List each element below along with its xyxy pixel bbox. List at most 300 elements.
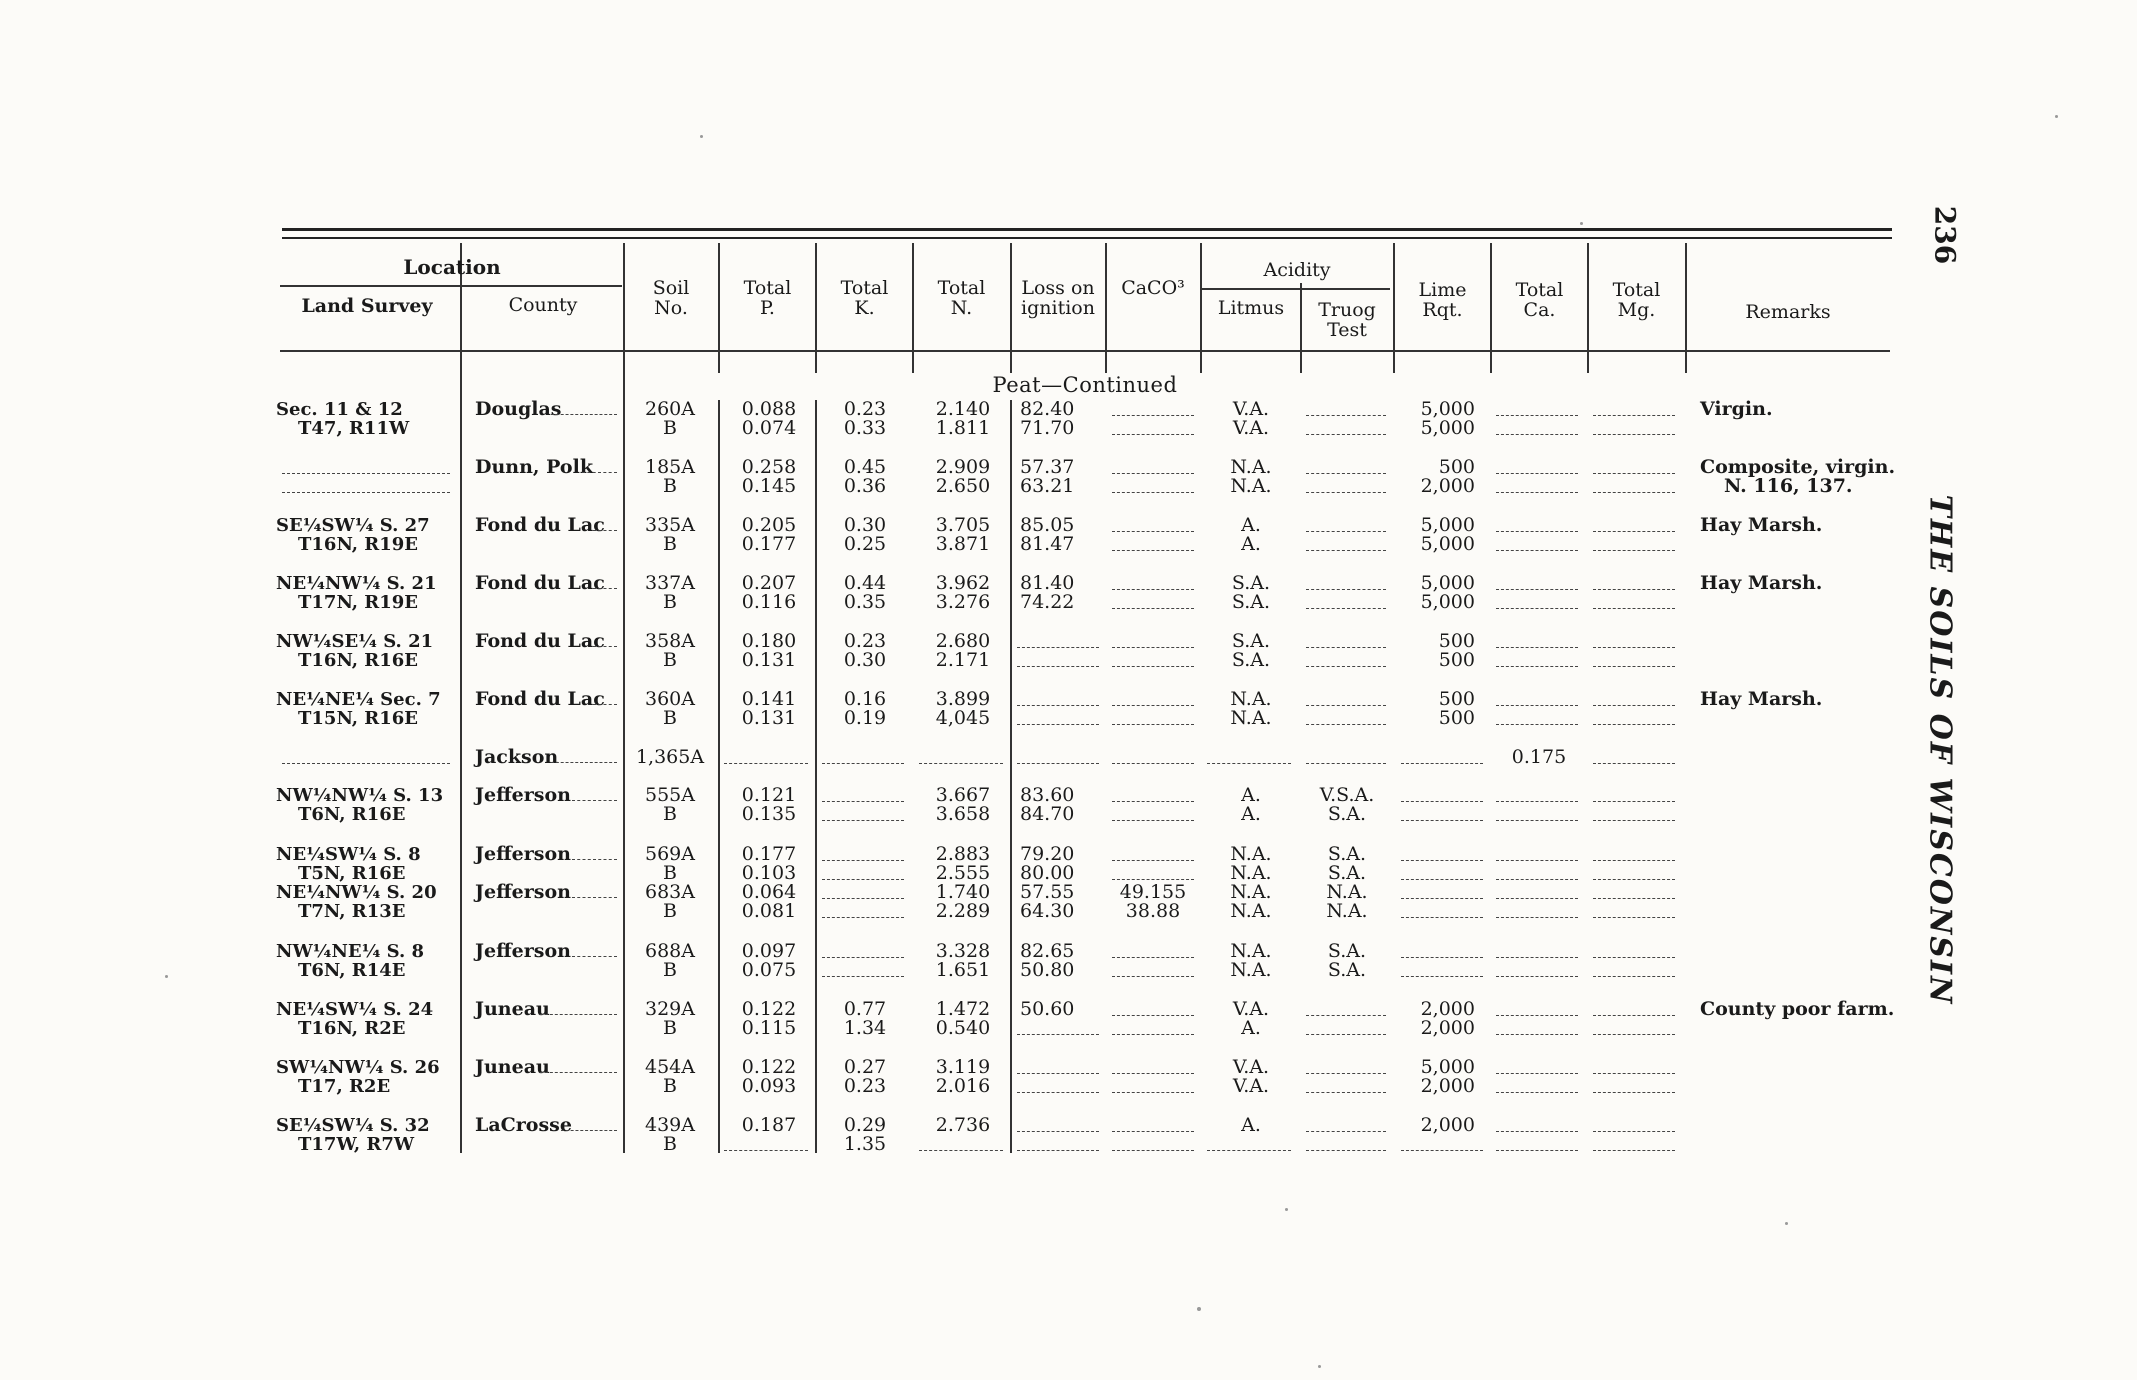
leader-dashes	[572, 800, 618, 801]
empty-cell-dashes	[1496, 1015, 1578, 1016]
empty-cell-dashes	[1401, 976, 1483, 977]
table-cell-n: 1.811	[935, 417, 991, 439]
empty-cell-dashes	[1306, 647, 1386, 648]
empty-cell-dashes	[1593, 763, 1675, 764]
empty-cell-dashes	[1496, 917, 1578, 918]
table-cell-p: 0.131	[741, 707, 797, 729]
table-cell-survey: T17W, R7W	[298, 1134, 415, 1155]
empty-cell-dashes	[1112, 434, 1194, 435]
table-cell-p: 0.207	[741, 572, 797, 594]
table-cell-p: 0.122	[741, 998, 797, 1020]
header-total-ca	[1492, 280, 1587, 320]
table-cell-litmus: A.	[1241, 1114, 1261, 1136]
leader-dashes	[561, 1130, 617, 1131]
empty-cell-dashes	[1017, 724, 1099, 725]
table-cell-n: 2.555	[935, 862, 991, 884]
table-cell-n: 1.651	[935, 959, 991, 981]
table-cell-k: 0.33	[843, 417, 887, 439]
table-cell-litmus: N.A.	[1230, 707, 1272, 729]
table-cell-litmus: N.A.	[1230, 475, 1272, 497]
table-cell-p: 0.187	[741, 1114, 797, 1136]
table-cell-survey: SE¼SW¼ S. 27	[276, 515, 430, 536]
column-divider	[460, 243, 462, 1153]
empty-cell-dashes	[1017, 763, 1099, 764]
table-cell-k: 0.25	[843, 533, 887, 555]
table-cell-county: Fond du Lac	[475, 514, 605, 536]
table-cell-survey: NE¼NE¼ Sec. 7	[276, 689, 441, 710]
table-cell-survey: NW¼NE¼ S. 8	[276, 941, 425, 962]
empty-cell-dashes	[282, 473, 450, 474]
table-cell-litmus: V.A.	[1232, 398, 1270, 420]
empty-cell-dashes	[1593, 1073, 1675, 1074]
leader-dashes	[551, 414, 618, 415]
scan-speck	[2055, 115, 2058, 118]
empty-cell-dashes	[1593, 898, 1675, 899]
header-soil-no	[626, 278, 716, 318]
table-cell-loss: 71.70	[1020, 417, 1075, 439]
table-cell-survey: T47, R11W	[298, 418, 410, 439]
header-caco3: CaCO³	[1121, 277, 1185, 299]
header-total-p	[720, 278, 815, 318]
table-cell-remarks: Hay Marsh.	[1700, 688, 1823, 710]
table-cell-litmus: N.A.	[1230, 881, 1272, 903]
empty-cell-dashes	[822, 879, 904, 880]
empty-cell-dashes	[1401, 917, 1483, 918]
leader-dashes	[572, 859, 618, 860]
empty-cell-dashes	[1401, 1150, 1483, 1151]
header-rule	[1200, 288, 1390, 290]
table-cell-county: Jackson	[475, 746, 559, 768]
empty-cell-dashes	[1593, 1015, 1675, 1016]
empty-cell-dashes	[1112, 860, 1194, 861]
table-cell-county: Juneau	[475, 1056, 550, 1078]
column-divider	[718, 400, 720, 1153]
table-cell-p: 0.093	[741, 1075, 797, 1097]
empty-cell-dashes	[1593, 957, 1675, 958]
table-cell-soil: 555A	[645, 784, 695, 806]
header-lime-text: Lime Rqt.	[1418, 279, 1467, 321]
header-total-mg	[1589, 280, 1684, 320]
table-cell-soil: 1,365A	[635, 746, 705, 768]
table-cell-survey: NW¼NW¼ S. 13	[276, 785, 444, 806]
table-cell-remarks: Composite, virgin.	[1700, 456, 1896, 478]
table-cell-litmus: V.A.	[1232, 1075, 1270, 1097]
empty-cell-dashes	[1306, 1131, 1386, 1132]
empty-cell-dashes	[1207, 763, 1291, 764]
table-cell-lime: 2,000	[1420, 475, 1475, 497]
table-cell-soil: B	[663, 533, 677, 555]
empty-cell-dashes	[1306, 415, 1386, 416]
table-cell-soil: 439A	[645, 1114, 695, 1136]
table-cell-litmus: S.A.	[1231, 630, 1271, 652]
table-cell-loss: 82.40	[1020, 398, 1075, 420]
table-cell-truog: S.A.	[1327, 959, 1367, 981]
empty-cell-dashes	[1593, 1131, 1675, 1132]
header-acidity: Acidity	[1263, 259, 1331, 281]
empty-cell-dashes	[1593, 976, 1675, 977]
empty-cell-dashes	[282, 763, 450, 764]
table-cell-n: 2.016	[935, 1075, 991, 1097]
table-cell-remarks: Hay Marsh.	[1700, 514, 1823, 536]
table-cell-remarks: Hay Marsh.	[1700, 572, 1823, 594]
table-cell-litmus: N.A.	[1230, 688, 1272, 710]
header-truog-text: Truog Test	[1318, 299, 1376, 341]
running-title-text: THE SOILS OF WISCONSIN	[1922, 494, 1958, 1006]
table-cell-litmus: A.	[1241, 1017, 1261, 1039]
table-cell-p: 0.258	[741, 456, 797, 478]
table-cell-p: 0.122	[741, 1056, 797, 1078]
table-cell-loss: 82.65	[1020, 940, 1075, 962]
empty-cell-dashes	[1496, 492, 1578, 493]
empty-cell-dashes	[1306, 531, 1386, 532]
table-cell-soil: B	[663, 900, 677, 922]
empty-cell-dashes	[1017, 705, 1099, 706]
header-total-n	[914, 278, 1009, 318]
table-cell-litmus: A.	[1241, 803, 1261, 825]
table-cell-lime: 500	[1438, 456, 1475, 478]
table-cell-loss: 81.47	[1020, 533, 1075, 555]
table-cell-loss: 74.22	[1020, 591, 1075, 613]
empty-cell-dashes	[1306, 434, 1386, 435]
table-cell-soil: B	[663, 803, 677, 825]
column-divider	[815, 400, 817, 1153]
table-cell-soil: 185A	[645, 456, 695, 478]
table-cell-k: 0.45	[843, 456, 887, 478]
leader-dashes	[540, 1072, 617, 1073]
table-cell-lime: 5,000	[1420, 591, 1475, 613]
table-cell-truog: N.A.	[1326, 881, 1368, 903]
empty-cell-dashes	[1496, 1131, 1578, 1132]
empty-cell-dashes	[1593, 589, 1675, 590]
table-cell-soil: 683A	[645, 881, 695, 903]
empty-cell-dashes	[1496, 724, 1578, 725]
scan-speck	[1197, 1307, 1201, 1311]
table-cell-survey: Sec. 11 & 12	[276, 399, 403, 420]
empty-cell-dashes	[1496, 473, 1578, 474]
table-cell-n: 3.899	[935, 688, 991, 710]
table-cell-n: 2.736	[935, 1114, 991, 1136]
empty-cell-dashes	[1017, 1131, 1099, 1132]
table-cell-loss: 85.05	[1020, 514, 1075, 536]
empty-cell-dashes	[1496, 531, 1578, 532]
page-number-text: 236	[1928, 205, 1962, 265]
table-cell-remarks: County poor farm.	[1700, 998, 1895, 1020]
table-cell-soil: 337A	[645, 572, 695, 594]
empty-cell-dashes	[1496, 1034, 1578, 1035]
scan-speck	[1318, 1365, 1321, 1368]
table-cell-n: 2.909	[935, 456, 991, 478]
table-cell-survey: SW¼NW¼ S. 26	[276, 1057, 440, 1078]
column-divider	[1010, 400, 1012, 1153]
empty-cell-dashes	[1112, 724, 1194, 725]
empty-cell-dashes	[1401, 763, 1483, 764]
empty-cell-dashes	[1112, 666, 1194, 667]
empty-cell-dashes	[1306, 666, 1386, 667]
top-rule-thin	[282, 237, 1892, 239]
empty-cell-dashes	[1496, 434, 1578, 435]
table-cell-lime: 500	[1438, 649, 1475, 671]
leader-dashes	[540, 1014, 617, 1015]
leader-dashes	[582, 472, 617, 473]
empty-cell-dashes	[1306, 608, 1386, 609]
page-number	[1925, 205, 1965, 265]
table-cell-soil: 569A	[645, 843, 695, 865]
empty-cell-dashes	[1593, 879, 1675, 880]
table-cell-k: 0.16	[843, 688, 887, 710]
empty-cell-dashes	[1112, 1150, 1194, 1151]
empty-cell-dashes	[1306, 763, 1386, 764]
running-title	[1920, 470, 1960, 1030]
table-cell-county: Fond du Lac	[475, 630, 605, 652]
empty-cell-dashes	[1112, 589, 1194, 590]
table-cell-litmus: N.A.	[1230, 900, 1272, 922]
table-cell-survey: T7N, R13E	[298, 901, 406, 922]
empty-cell-dashes	[1593, 434, 1675, 435]
table-cell-survey: NE¼NW¼ S. 20	[276, 882, 437, 903]
header-loss-text: Loss on ignition	[1021, 277, 1095, 319]
table-cell-county: Fond du Lac	[475, 572, 605, 594]
table-cell-litmus: N.A.	[1230, 862, 1272, 884]
table-cell-k: 0.44	[843, 572, 887, 594]
empty-cell-dashes	[1593, 724, 1675, 725]
table-cell-loss: 57.37	[1020, 456, 1075, 478]
table-cell-soil: B	[663, 707, 677, 729]
table-cell-n: 3.962	[935, 572, 991, 594]
header-total-p-text: Total P.	[743, 277, 792, 319]
table-cell-p: 0.177	[741, 843, 797, 865]
table-cell-survey: NW¼SE¼ S. 21	[276, 631, 434, 652]
table-cell-lime: 2,000	[1420, 1017, 1475, 1039]
table-cell-truog: S.A.	[1327, 862, 1367, 884]
empty-cell-dashes	[1496, 550, 1578, 551]
empty-cell-dashes	[1112, 492, 1194, 493]
empty-cell-dashes	[1306, 589, 1386, 590]
header-soil-no-text: Soil No.	[652, 277, 690, 319]
table-cell-litmus: S.A.	[1231, 649, 1271, 671]
header-loss-on-ignition	[1012, 278, 1104, 318]
empty-cell-dashes	[1593, 1150, 1675, 1151]
table-cell-survey: T5N, R16E	[298, 863, 406, 884]
empty-cell-dashes	[1017, 1150, 1099, 1151]
table-cell-survey: NE¼SW¼ S. 24	[276, 999, 434, 1020]
header-rule	[280, 285, 622, 287]
table-cell-k: 0.27	[843, 1056, 887, 1078]
empty-cell-dashes	[1593, 492, 1675, 493]
table-cell-litmus: N.A.	[1230, 959, 1272, 981]
table-cell-county: Jefferson	[475, 940, 571, 962]
table-cell-soil: 358A	[645, 630, 695, 652]
empty-cell-dashes	[1306, 1034, 1386, 1035]
table-cell-lime: 500	[1438, 688, 1475, 710]
empty-cell-dashes	[1593, 917, 1675, 918]
empty-cell-dashes	[1496, 957, 1578, 958]
header-location: Location	[403, 255, 501, 279]
empty-cell-dashes	[1496, 1073, 1578, 1074]
empty-cell-dashes	[1593, 550, 1675, 551]
table-cell-truog: N.A.	[1326, 900, 1368, 922]
empty-cell-dashes	[1401, 820, 1483, 821]
table-cell-litmus: V.A.	[1232, 998, 1270, 1020]
table-cell-county: Fond du Lac	[475, 688, 605, 710]
table-cell-lime: 500	[1438, 630, 1475, 652]
table-cell-survey: T17N, R19E	[298, 592, 419, 613]
empty-cell-dashes	[1401, 879, 1483, 880]
table-cell-loss: 63.21	[1020, 475, 1075, 497]
table-cell-soil: 335A	[645, 514, 695, 536]
table-cell-n: 4,045	[935, 707, 991, 729]
empty-cell-dashes	[724, 763, 808, 764]
table-cell-p: 0.177	[741, 533, 797, 555]
table-cell-p: 0.115	[741, 1017, 797, 1039]
empty-cell-dashes	[1306, 1015, 1386, 1016]
table-cell-p: 0.103	[741, 862, 797, 884]
table-cell-soil: B	[663, 475, 677, 497]
table-cell-ca: 0.175	[1511, 746, 1567, 768]
table-cell-litmus: A.	[1241, 514, 1261, 536]
table-cell-soil: 260A	[645, 398, 695, 420]
table-cell-loss: 80.00	[1020, 862, 1075, 884]
empty-cell-dashes	[1593, 647, 1675, 648]
empty-cell-dashes	[1593, 473, 1675, 474]
header-total-n-text: Total N.	[937, 277, 986, 319]
empty-cell-dashes	[282, 492, 450, 493]
table-cell-county: Douglas	[475, 398, 562, 420]
leader-dashes	[551, 762, 618, 763]
header-county: County	[508, 294, 578, 316]
table-cell-county: Dunn, Polk	[475, 456, 593, 478]
empty-cell-dashes	[1593, 415, 1675, 416]
empty-cell-dashes	[1496, 647, 1578, 648]
table-cell-lime: 2,000	[1420, 998, 1475, 1020]
header-land-survey: Land Survey	[301, 295, 433, 317]
table-cell-loss: 64.30	[1020, 900, 1075, 922]
empty-cell-dashes	[1593, 705, 1675, 706]
table-cell-soil: 688A	[645, 940, 695, 962]
header-rule	[280, 350, 1890, 352]
table-cell-k: 0.30	[843, 649, 887, 671]
table-cell-survey: NE¼SW¼ S. 8	[276, 844, 421, 865]
empty-cell-dashes	[919, 1150, 1003, 1151]
empty-cell-dashes	[1496, 1150, 1578, 1151]
table-cell-p: 0.145	[741, 475, 797, 497]
table-cell-n: 2.171	[935, 649, 991, 671]
table-cell-litmus: S.A.	[1231, 591, 1271, 613]
table-cell-n: 1.740	[935, 881, 991, 903]
table-cell-lime: 5,000	[1420, 533, 1475, 555]
empty-cell-dashes	[1496, 898, 1578, 899]
table-cell-soil: B	[663, 862, 677, 884]
table-cell-k: 0.77	[843, 998, 887, 1020]
header-total-ca-text: Total Ca.	[1515, 279, 1564, 321]
empty-cell-dashes	[1593, 531, 1675, 532]
scan-speck	[700, 135, 703, 138]
empty-cell-dashes	[1112, 801, 1194, 802]
empty-cell-dashes	[1593, 1034, 1675, 1035]
table-cell-p: 0.088	[741, 398, 797, 420]
table-cell-soil: B	[663, 649, 677, 671]
leader-dashes	[572, 956, 618, 957]
table-cell-lime: 5,000	[1420, 398, 1475, 420]
table-cell-soil: 360A	[645, 688, 695, 710]
empty-cell-dashes	[822, 957, 904, 958]
leader-dashes	[593, 646, 618, 647]
empty-cell-dashes	[1112, 531, 1194, 532]
empty-cell-dashes	[1306, 724, 1386, 725]
empty-cell-dashes	[1112, 473, 1194, 474]
empty-cell-dashes	[919, 763, 1003, 764]
empty-cell-dashes	[1401, 898, 1483, 899]
table-cell-soil: 329A	[645, 998, 695, 1020]
empty-cell-dashes	[1593, 608, 1675, 609]
leader-dashes	[593, 704, 618, 705]
table-cell-survey: T6N, R14E	[298, 960, 406, 981]
empty-cell-dashes	[1496, 976, 1578, 977]
empty-cell-dashes	[1017, 1092, 1099, 1093]
table-cell-n: 3.328	[935, 940, 991, 962]
table-cell-loss: 84.70	[1020, 803, 1075, 825]
table-cell-n: 3.667	[935, 784, 991, 806]
empty-cell-dashes	[1112, 1131, 1194, 1132]
leader-dashes	[593, 530, 618, 531]
empty-cell-dashes	[1306, 705, 1386, 706]
empty-cell-dashes	[1112, 647, 1194, 648]
table-cell-n: 3.871	[935, 533, 991, 555]
empty-cell-dashes	[1306, 550, 1386, 551]
column-divider	[1685, 243, 1687, 373]
table-cell-p: 0.141	[741, 688, 797, 710]
empty-cell-dashes	[1017, 1073, 1099, 1074]
empty-cell-dashes	[1496, 589, 1578, 590]
table-cell-survey: T15N, R16E	[298, 708, 419, 729]
header-total-k-text: Total K.	[840, 277, 889, 319]
table-cell-survey: T17, R2E	[298, 1076, 391, 1097]
header-total-mg-text: Total Mg.	[1612, 279, 1661, 321]
table-cell-county: Juneau	[475, 998, 550, 1020]
table-cell-loss: 50.60	[1020, 998, 1075, 1020]
empty-cell-dashes	[1496, 415, 1578, 416]
table-cell-k: 0.30	[843, 514, 887, 536]
table-cell-k: 0.23	[843, 398, 887, 420]
empty-cell-dashes	[1112, 1073, 1194, 1074]
table-cell-n: 3.119	[935, 1056, 991, 1078]
empty-cell-dashes	[1401, 801, 1483, 802]
table-cell-truog: S.A.	[1327, 843, 1367, 865]
table-cell-lime: 5,000	[1420, 1056, 1475, 1078]
table-cell-p: 0.075	[741, 959, 797, 981]
table-cell-survey: T16N, R2E	[298, 1018, 406, 1039]
table-cell-litmus: N.A.	[1230, 456, 1272, 478]
table-cell-survey: SE¼SW¼ S. 32	[276, 1115, 430, 1136]
leader-dashes	[572, 897, 618, 898]
empty-cell-dashes	[1306, 1150, 1386, 1151]
table-cell-lime: 5,000	[1420, 572, 1475, 594]
table-cell-loss: 57.55	[1020, 881, 1075, 903]
table-cell-p: 0.205	[741, 514, 797, 536]
scan-speck	[1785, 1222, 1788, 1225]
table-cell-loss: 83.60	[1020, 784, 1075, 806]
table-cell-p: 0.064	[741, 881, 797, 903]
table-cell-p: 0.081	[741, 900, 797, 922]
table-cell-p: 0.074	[741, 417, 797, 439]
table-cell-n: 1.472	[935, 998, 991, 1020]
empty-cell-dashes	[1207, 1150, 1291, 1151]
table-cell-soil: B	[663, 1075, 677, 1097]
empty-cell-dashes	[1593, 801, 1675, 802]
table-cell-p: 0.121	[741, 784, 797, 806]
empty-cell-dashes	[1496, 608, 1578, 609]
empty-cell-dashes	[1017, 647, 1099, 648]
table-cell-county: LaCrosse	[475, 1114, 572, 1136]
